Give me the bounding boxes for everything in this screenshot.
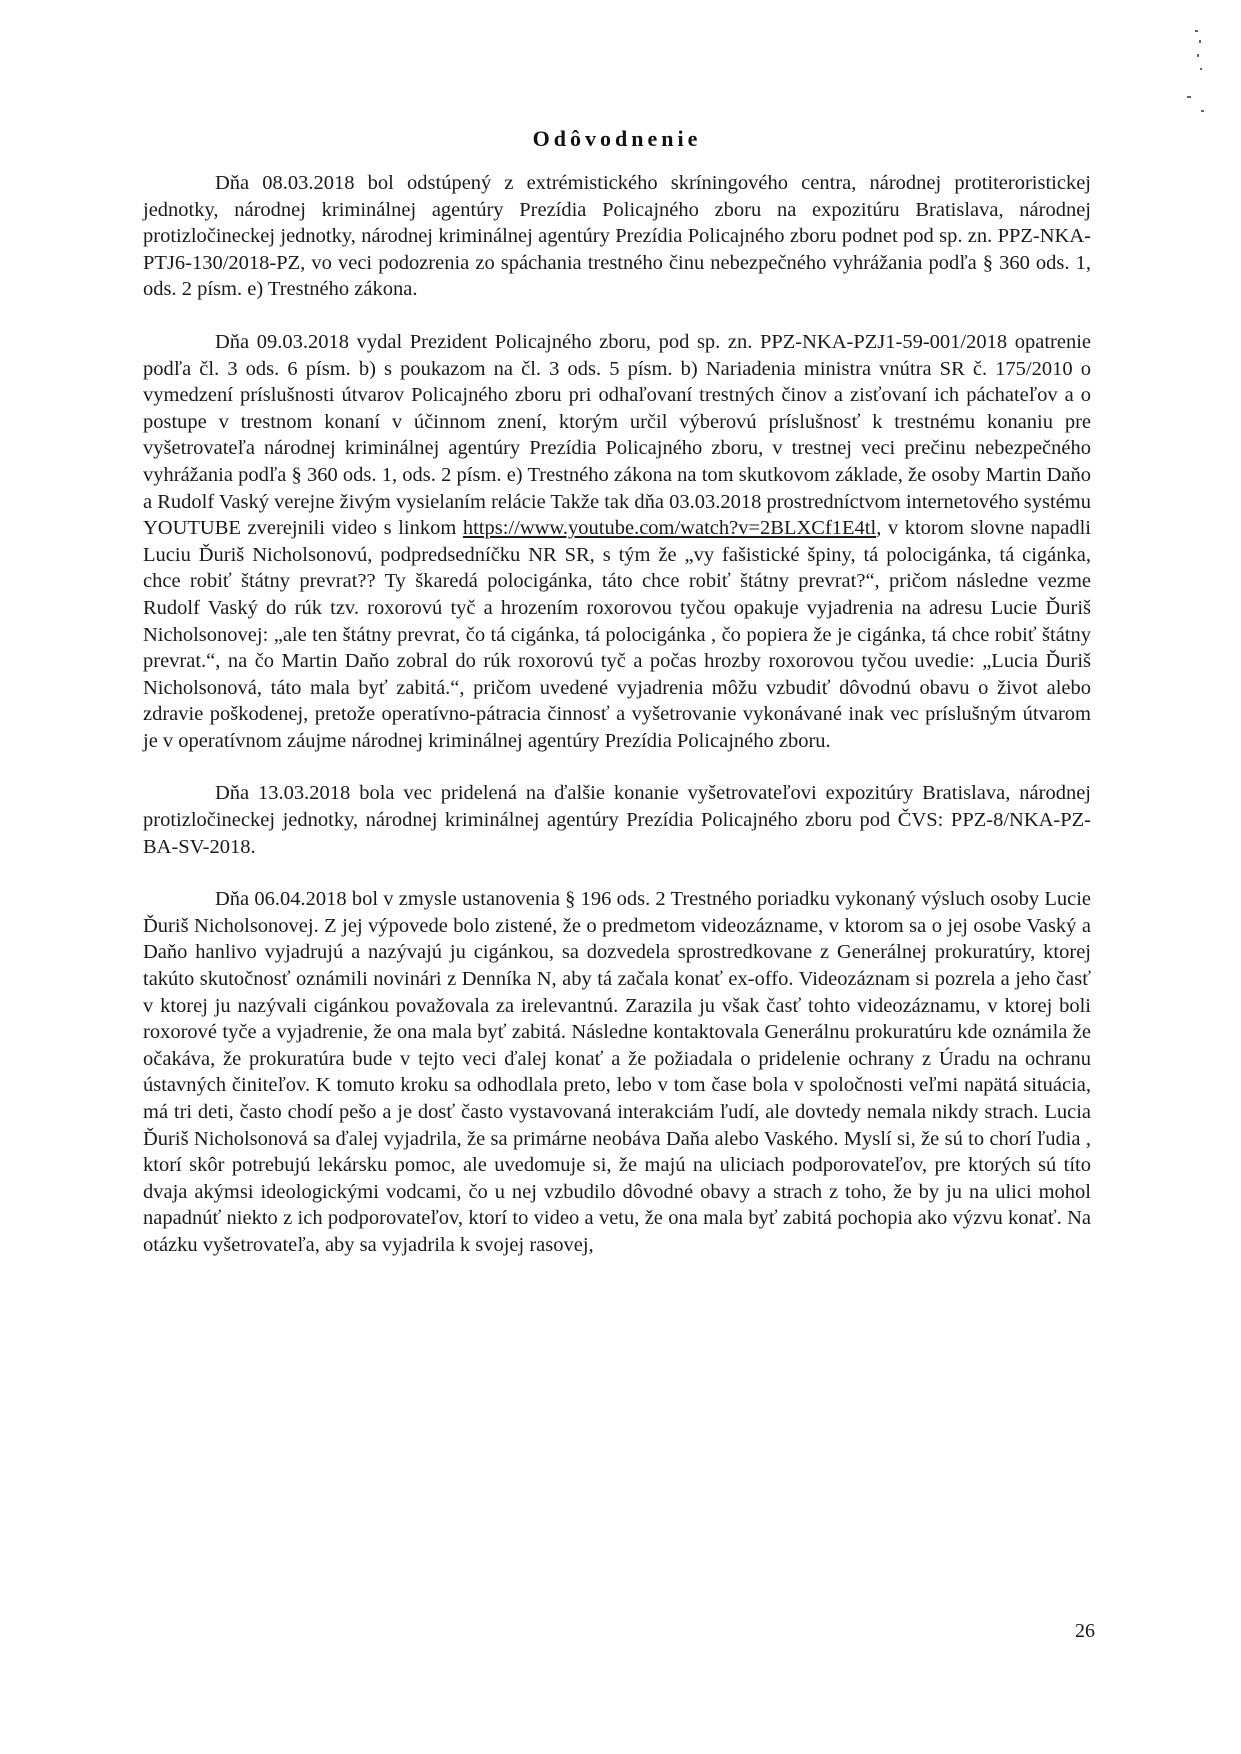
paragraph-4: Dňa 06.04.2018 bol v zmysle ustanovenia § 196 ods. 2 Trestného poriadku vykonaný výsluch osoby Lucie Ďuriš Nicholsonovej. Z jej výpovede bolo zistené, že o predmetom videozázname, v ktorom sa o jej osobe Vaský a Daňo hanlivo vyjadrujú a nazývajú ju cigánkou, sa dozvedela sprostredkovane z Generálnej prokuratúry, ktorej takúto skutočnosť oznámili novinári z Denníka N, aby tá začala konať ex-offo. Videozáznam si pozrela a jeho časť v ktorej ju nazývali cigánkou považovala za irelevantnú. Zarazila ju však časť tohto videozáznamu, v ktorej boli roxorové tyče a vyjadrenie, že ona mala byť zabitá. Následne kontaktovala Generálnu prokuratúru kde oznámila že očakáva, že prokuratúra bude v tejto veci ďalej konať a že požiadala o pridelenie ochrany z Úradu na ochranu ústavných činiteľov. K tomuto kroku sa odhodlala preto, lebo v tom čase bola v spoločnosti veľmi napätá situácia, má tri deti, často chodí pešo a je dosť často vystavovaná interakciám ľudí, ale dovtedy nemala nikdy strach. Lucia Ďuriš Nicholsonová sa ďalej vyjadrila, že sa primárne neobáva Daňa alebo Vaského. Myslí si, že sú to chorí ľudia , ktorí skôr potrebujú lekársku pomoc, ale uvedomuje si, že majú na uliciach podporovateľov, pre ktorých sú títo dvaja akýmsi ideologickými vodcami, čo u nej vzbudilo dôvodné obavy a strach z toho, že by ju na ulici mohol napadnúť niekto z ich podporovateľov, ktorí to video a vetu, že ona mala byť zabitá pochopia ako výzvu konať. Na otázku vyšetrovateľa, aby sa vyjadrila k svojej rasovej, [143, 888, 1091, 1256]
document-heading: Odôvodnenie [532, 126, 702, 151]
paragraph-2-text-before-link: Dňa 09.03.2018 vydal Prezident Policajného zboru, pod sp. zn. PPZ-NKA-PZJ1-59-001/2018 opatrenie podľa čl. 3 ods. 6 písm. b) s poukazom na čl. 3 ods. 5 písm. b) Nariadenia ministra vnútra SR č. 175/2010 o vymedzení príslušnosti útvarov Policajného zboru pri odhaľovaní trestných činov a zisťovaní ich páchateľov a o postupe v trestnom konaní v účinnom znení, ktorým určil výberovú príslušnosť k trestnému konaniu pre vyšetrovateľa národnej kriminálnej agentúry Prezídia Policajného zboru, v trestnej veci prečinu nebezpečného vyhrážania podľa § 360 ods. 1, ods. 2 písm. e) Trestného zákona na tom skutkovom základe, že osoby Martin Daňo a Rudolf Vaský verejne živým vysielaním relácie Takže tak dňa 03.03.2018 prostredníctvom internetového systému YOUTUBE zverejnili video s linkom [143, 330, 1091, 540]
paragraph-3: Dňa 13.03.2018 bola vec pridelená na ďalšie konanie vyšetrovateľovi expozitúry Bratislava, národnej protizločineckej jednotky, národnej kriminálnej agentúry Prezídia Policajného zboru pod ČVS: PPZ-8/NKA-PZ-BA-SV-2018. [143, 782, 1091, 858]
youtube-link[interactable]: https://www.youtube.com/watch?v=2BLXCf1E4tl [462, 517, 877, 540]
paragraph-2-text-after-link: , v ktorom slovne napadli Luciu Ďuriš Nicholsonovú, podpredsedníčku NR SR, s tým že „vy fašistické špiny, tá polocigánka, tá cigánka, chce robiť štátny prevrat?? Ty škaredá polocigánka, táto chce robiť štátny prevrat?“, pričom následne vezme Rudolf Vaský do rúk tzv. roxorovú tyč a hrozením roxorovou tyčou opakuje vyjadrenia na adresu Lucie Ďuriš Nicholsonovej: „ale ten štátny prevrat, čo tá cigánka, tá polocigánka , čo popiera že je cigánka, tá chce robiť štátny prevrat.“, na čo Martin Daňo zobral do rúk roxorovú tyč a počas hrozby roxorovou tyčou uvedie: „Lucia Ďuriš Nicholsonová, táto mala byť zabitá.“, pričom uvedené vyjadrenia môžu vzbudiť dôvodnú obavu o život alebo zdravie poškodenej, pretože operatívno-pátracia činnosť a vyšetrovanie vykonávané inak vec príslušným útvarom je v operatívnom záujme národnej kriminálnej agentúry Prezídia Policajného zboru. [143, 517, 1091, 752]
paragraph-1: Dňa 08.03.2018 bol odstúpený z extrémistického skríningového centra, národnej protiteroristickej jednotky, národnej kriminálnej agentúry Prezídia Policajného zboru na expozitúru Bratislava, národnej protizločineckej jednotky, národnej kriminálnej agentúry Prezídia Policajného zboru podnet pod sp. zn. PPZ-NKA-PTJ6-130/2018-PZ, vo veci podozrenia zo spáchania trestného činu nebezpečného vyhrážania podľa § 360 ods. 1, ods. 2 písm. e) Trestného zákona. [143, 172, 1091, 301]
paragraph-2 [143, 329, 1091, 755]
scan-marks [1173, 30, 1213, 140]
page-number: 26 [1075, 1620, 1095, 1642]
document-page [143, 126, 1091, 1285]
